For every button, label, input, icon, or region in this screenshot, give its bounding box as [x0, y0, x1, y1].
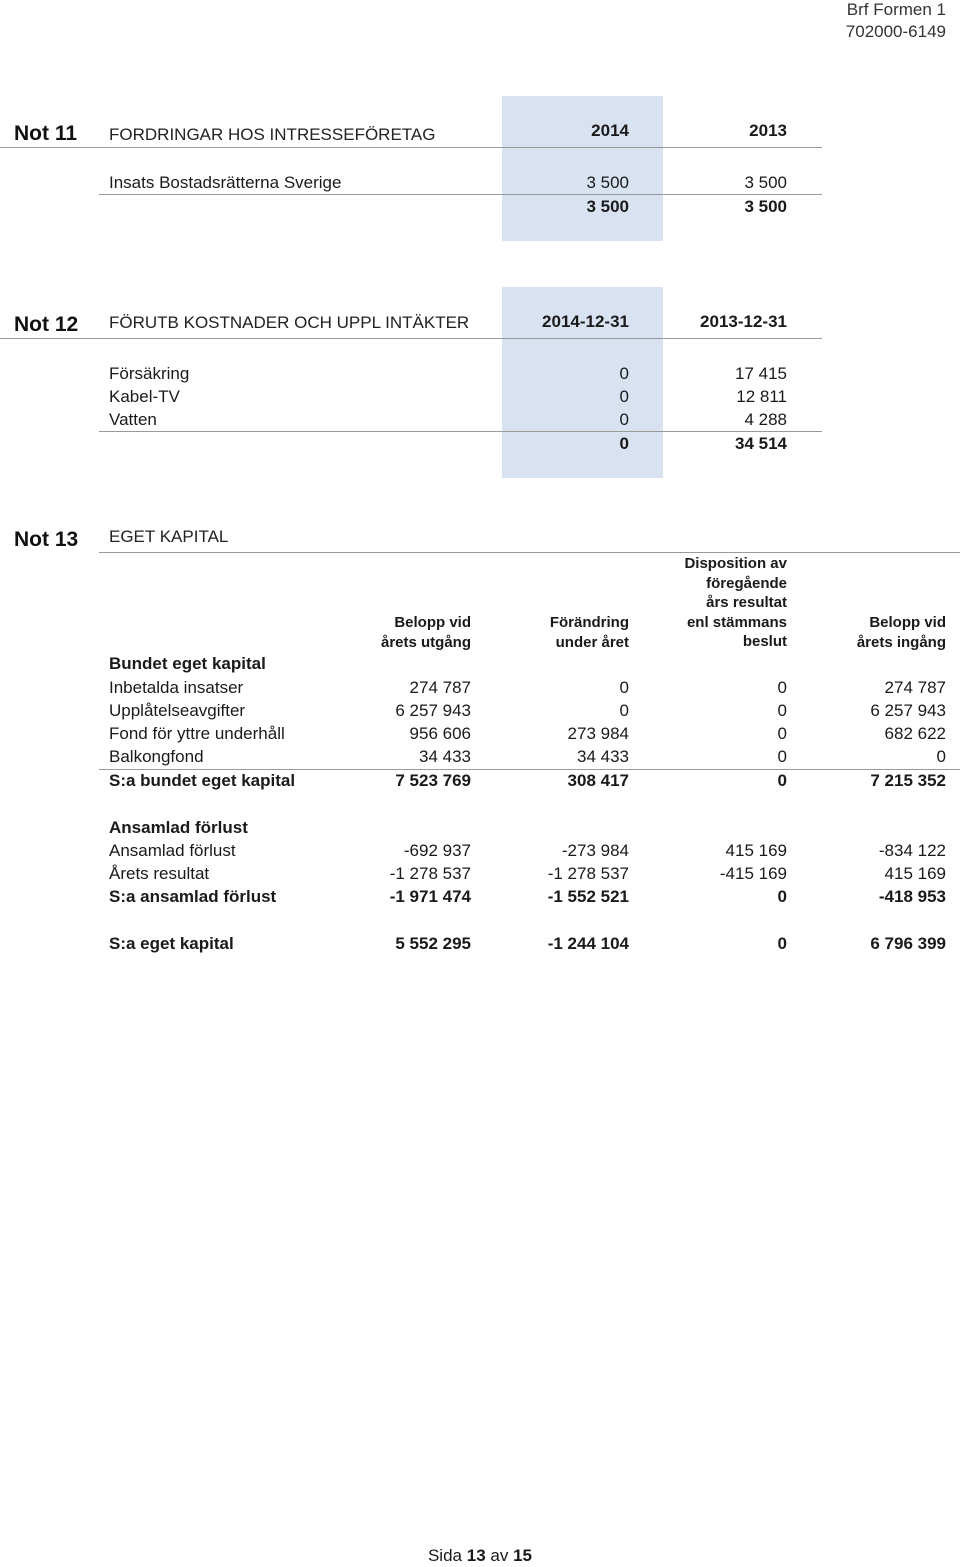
- grand-total-disposition: 0: [777, 934, 787, 953]
- row-label: Kabel-TV: [109, 387, 180, 406]
- page-footer: [0, 1546, 960, 1566]
- grand-total-closing: 5 552 295: [395, 934, 471, 953]
- grand-total-change: -1 244 104: [547, 934, 629, 953]
- row-label: Ansamlad förlust: [109, 841, 236, 860]
- value-opening: 415 169: [884, 864, 946, 883]
- total-closing: -1 971 474: [389, 887, 471, 906]
- total-2014: 3 500: [586, 197, 629, 216]
- value-closing: 956 606: [409, 724, 471, 743]
- grand-total-row: [109, 933, 960, 955]
- note12-header-row: [109, 311, 960, 333]
- note13-label: Not 13: [14, 528, 79, 551]
- value-2014: 0: [619, 387, 629, 406]
- total-label: S:a bundet eget kapital: [109, 771, 296, 790]
- table-row: [109, 409, 960, 431]
- column-header-change: Förändring under året: [549, 614, 629, 651]
- value-opening: 0: [936, 747, 946, 766]
- note12-col2-header: 2013-12-31: [700, 312, 787, 331]
- total-disposition: 0: [777, 887, 787, 906]
- row-label: Balkongfond: [109, 747, 204, 766]
- row-label: Insats Bostadsrätterna Sverige: [109, 173, 342, 192]
- value-2014: 0: [619, 364, 629, 383]
- note12-total-row: [109, 433, 960, 455]
- note11-col1-header: 2014: [591, 121, 629, 140]
- total-opening: 7 215 352: [870, 771, 946, 790]
- table-row: [109, 700, 960, 722]
- row-label: Fond för yttre underhåll: [109, 724, 285, 743]
- table-row: [109, 863, 960, 885]
- value-disposition: 415 169: [725, 841, 787, 860]
- total-2013: 3 500: [744, 197, 787, 216]
- value-change: 273 984: [567, 724, 629, 743]
- total-2013: 34 514: [735, 434, 787, 453]
- table-row: [109, 723, 960, 745]
- value-opening: 682 622: [884, 724, 946, 743]
- note11-total-row: [109, 196, 960, 218]
- note11-sum-divider: [99, 194, 822, 195]
- table-row: [109, 746, 960, 768]
- table-row: [109, 172, 960, 194]
- column-header-opening-balance: Belopp vid årets ingång: [856, 614, 946, 651]
- column-header-closing-balance: Belopp vid årets utgång: [380, 614, 471, 651]
- value-opening: 274 787: [884, 678, 946, 697]
- section-heading-label: Bundet eget kapital: [109, 654, 266, 673]
- note11-title: FORDRINGAR HOS INTRESSEFÖRETAG: [109, 125, 436, 144]
- organization-number: 702000-6149: [845, 22, 946, 41]
- ansamlad-total-row: [109, 886, 960, 908]
- grand-total-label: S:a eget kapital: [109, 934, 234, 953]
- total-change: -1 552 521: [547, 887, 629, 906]
- value-disposition: 0: [777, 701, 787, 720]
- section-heading-ansamlad: [109, 817, 960, 839]
- row-label: Inbetalda insatser: [109, 678, 244, 697]
- total-change: 308 417: [567, 771, 629, 790]
- value-closing: 34 433: [419, 747, 471, 766]
- organization-name: Brf Formen 1: [846, 0, 946, 19]
- footer-separator: av: [490, 1546, 509, 1565]
- row-label: Upplåtelseavgifter: [109, 701, 246, 720]
- row-label: Försäkring: [109, 364, 190, 383]
- total-disposition: 0: [777, 771, 787, 790]
- value-closing: 274 787: [409, 678, 471, 697]
- section-heading-bundet: [109, 653, 960, 675]
- value-2014: 0: [619, 410, 629, 429]
- table-row: [109, 840, 960, 862]
- total-closing: 7 523 769: [395, 771, 471, 790]
- value-closing: 6 257 943: [395, 701, 471, 720]
- table-row: [109, 363, 960, 385]
- note12-title: FÖRUTB KOSTNADER OCH UPPL INTÄKTER: [109, 313, 470, 332]
- value-change: 34 433: [577, 747, 629, 766]
- row-label: Årets resultat: [109, 864, 210, 883]
- value-2013: 17 415: [735, 364, 787, 383]
- total-label: S:a ansamlad förlust: [109, 887, 277, 906]
- footer-prefix: Sida: [427, 1546, 462, 1565]
- note12-sum-divider: [99, 431, 822, 432]
- value-opening: -834 122: [878, 841, 946, 860]
- note11-col2-header: 2013: [749, 121, 787, 140]
- note11-header-row: [109, 120, 960, 142]
- value-opening: 6 257 943: [870, 701, 946, 720]
- value-disposition: 0: [777, 724, 787, 743]
- value-closing: -692 937: [403, 841, 471, 860]
- value-change: -273 984: [561, 841, 629, 860]
- footer-page-total: 15: [513, 1546, 533, 1565]
- value-disposition: 0: [777, 678, 787, 697]
- total-opening: -418 953: [878, 887, 946, 906]
- note11-label: Not 11: [14, 122, 78, 145]
- note12-label: Not 12: [14, 313, 79, 336]
- table-row: [109, 386, 960, 408]
- value-disposition: 0: [777, 747, 787, 766]
- note11-header-divider: [0, 147, 822, 148]
- value-change: -1 278 537: [547, 864, 629, 883]
- value-2014: 3 500: [586, 173, 629, 192]
- grand-total-opening: 6 796 399: [870, 934, 946, 953]
- value-change: 0: [619, 678, 629, 697]
- column-header-disposition: Disposition av föregående års resultat enl stämmans beslut: [684, 555, 787, 650]
- total-2014: 0: [619, 434, 629, 453]
- value-2013: 12 811: [736, 387, 787, 406]
- row-label: Vatten: [109, 410, 157, 429]
- value-2013: 4 288: [744, 410, 787, 429]
- value-change: 0: [619, 701, 629, 720]
- bundet-total-row: [109, 770, 960, 792]
- value-closing: -1 278 537: [389, 864, 471, 883]
- note11-shaded-column: [502, 96, 663, 241]
- footer-page-number: 13: [466, 1546, 486, 1565]
- section-heading-label: Ansamlad förlust: [109, 818, 248, 837]
- note13-title-divider: [99, 552, 960, 553]
- value-disposition: -415 169: [719, 864, 787, 883]
- table-row: [109, 677, 960, 699]
- note13-title: EGET KAPITAL: [109, 527, 229, 546]
- note12-col1-header: 2014-12-31: [542, 312, 629, 331]
- value-2013: 3 500: [744, 173, 787, 192]
- note12-header-divider: [0, 338, 822, 339]
